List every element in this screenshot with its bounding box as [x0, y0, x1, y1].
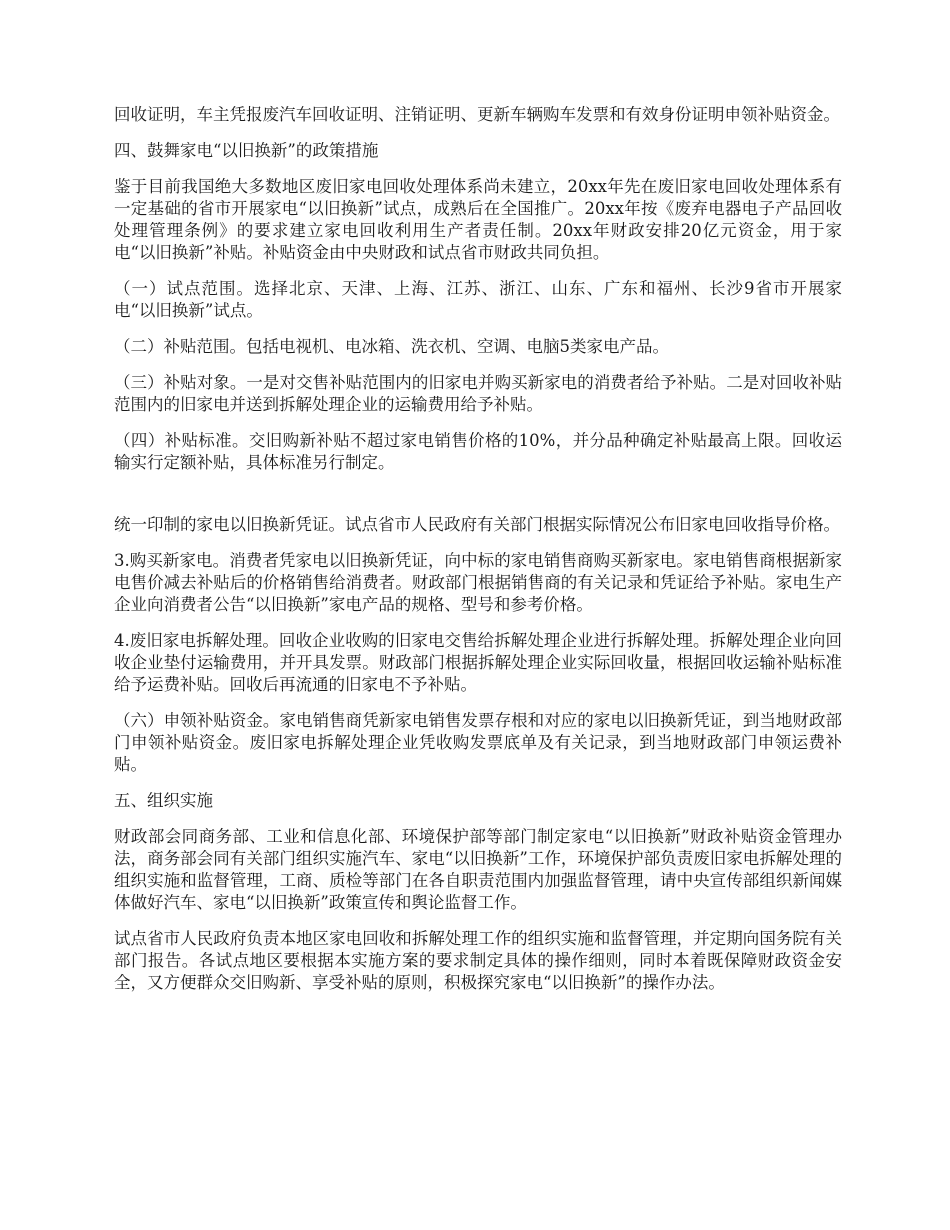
section-heading-five: 五、组织实施: [114, 791, 213, 810]
paragraph-local-government: 试点省市人民政府负责本地区家电回收和拆解处理工作的组织实施和监督管理，并定期向国务院有关部门报告。各试点地区要根据本实施方案的要求制定具体的操作细则，同时本着既保障财政资金安全，又方便群众交旧购新、享受补贴的原则，积极探究家电“以旧换新”的操作办法。: [114, 929, 842, 992]
paragraph-subsidy-target: （三）补贴对象。一是对交售补贴范围内的旧家电并购买新家电的消费者给予补贴。二是对回收补贴范围内的旧家电并送到拆解处理企业的运输费用给予补贴。: [114, 373, 842, 414]
paragraph-buy-new-appliance: 3.购买新家电。消费者凭家电以旧换新凭证，向中标的家电销售商购买新家电。家电销售商根据新家电售价减去补贴后的价格销售给消费者。财政部门根据销售商的有关记录和凭证给予补贴。家电生产企业向消费者公告“以旧换新”家电产品的规格、型号和参考价格。: [114, 551, 842, 614]
paragraph-ministry-coordination: 财政部会同商务部、工业和信息化部、环境保护部等部门制定家电“以旧换新”财政补贴资金管理办法，商务部会同有关部门组织实施汽车、家电“以旧换新”工作，环境保护部负责废旧家电拆解处理的组织实施和监督管理，工商、质检等部门在各自职责范围内加强监督管理，请中央宣传部组织新闻媒体做好汽车、家电“以旧换新”政策宣传和舆论监督工作。: [114, 827, 842, 912]
section-heading-four: 四、鼓舞家电“以旧换新”的政策措施: [114, 141, 379, 160]
document-page: [114, 104, 842, 1008]
paragraph-dismantling: 4.废旧家电拆解处理。回收企业收购的旧家电交售给拆解处理企业进行拆解处理。拆解处理企业向回收企业垫付运输费用，并开具发票。财政部门根据拆解处理企业实际回收量，根据回收运输补贴标准给予运费补贴。回收后再流通的旧家电不予补贴。: [114, 631, 842, 694]
paragraph-claim-funds: （六）申领补贴资金。家电销售商凭新家电销售发票存根和对应的家电以旧换新凭证，到当地财政部门申领补贴资金。废旧家电拆解处理企业凭收购发票底单及有关记录，到当地财政部门申领运费补贴。: [114, 711, 842, 774]
paragraph-subsidy-claim-continued: 回收证明，车主凭报废汽车回收证明、注销证明、更新车辆购车发票和有效身份证明申领补贴资金。: [114, 105, 840, 124]
paragraph-pilot-scope: （一）试点范围。选择北京、天津、上海、江苏、浙江、山东、广东和福州、长沙9省市开展家电“以旧换新”试点。: [114, 279, 842, 320]
paragraph-voucher: 统一印制的家电以旧换新凭证。试点省市人民政府有关部门根据实际情况公布旧家电回收指导价格。: [114, 515, 840, 534]
paragraph-subsidy-scope: （二）补贴范围。包括电视机、电冰箱、洗衣机、空调、电脑5类家电产品。: [114, 337, 669, 356]
paragraph-pilot-overview: 鉴于目前我国绝大多数地区废旧家电回收处理体系尚未建立，20xx年先在废旧家电回收处理体系有一定基础的省市开展家电“以旧换新”试点，成熟后在全国推广。20xx年按《废弃电器电子产品回收处理管理条例》的要求建立家电回收利用生产者责任制。20xx年财政安排20亿元资金，用于家电“以旧换新”补贴。补贴资金由中央财政和试点省市财政共同负担。: [114, 177, 842, 262]
paragraph-subsidy-standard: （四）补贴标准。交旧购新补贴不超过家电销售价格的10%，并分品种确定补贴最高上限。回收运输实行定额补贴，具体标准另行制定。: [114, 431, 842, 472]
